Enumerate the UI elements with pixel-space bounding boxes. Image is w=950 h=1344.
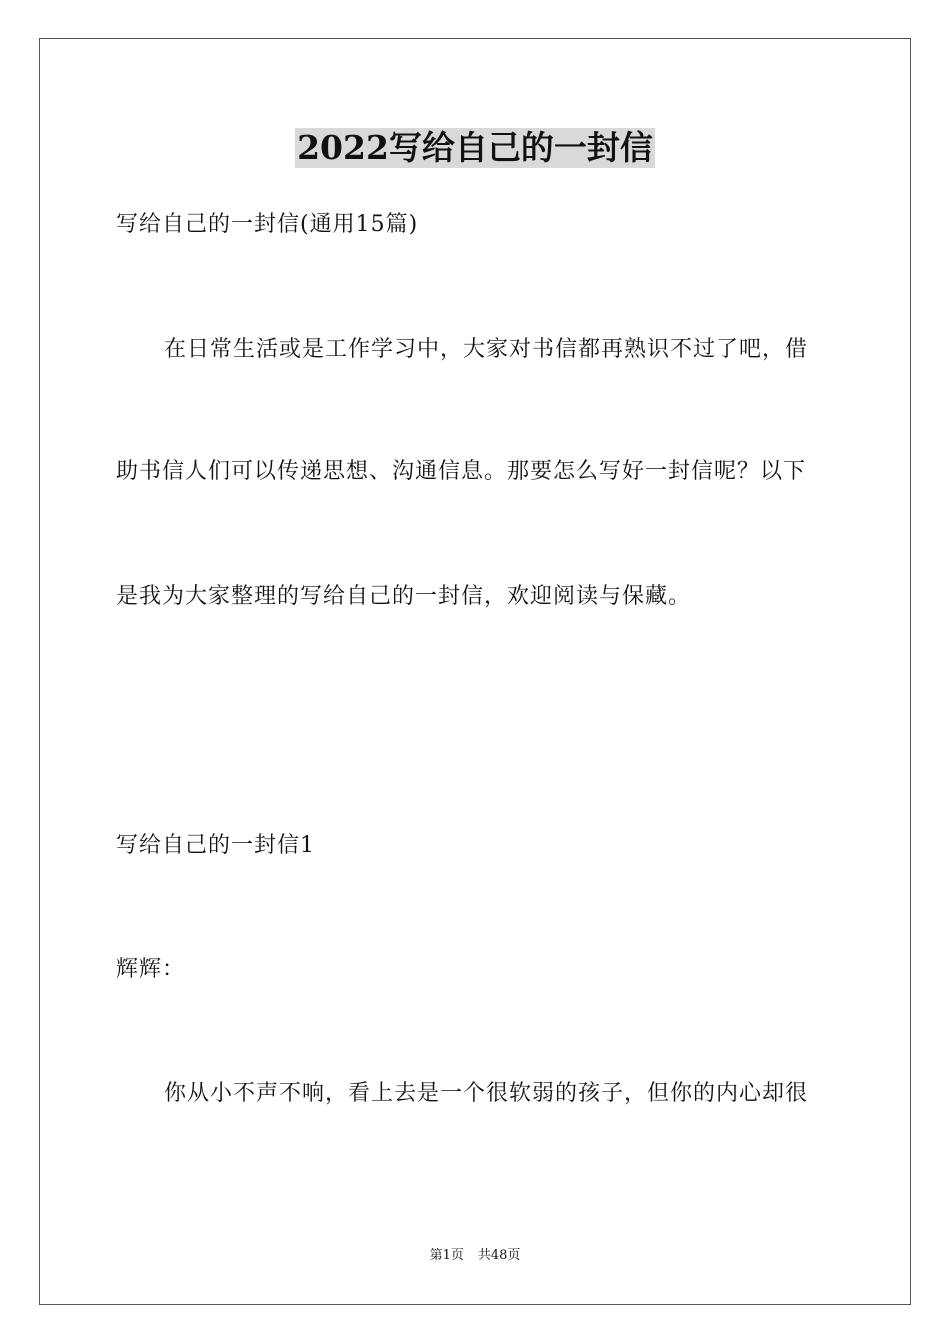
document-title: 2022写给自己的一封信 bbox=[297, 128, 653, 167]
body-paragraph-line: 你从小不声不响，看上去是一个很软弱的孩子，但你的内心却很 bbox=[164, 1081, 809, 1106]
document-subtitle: 写给自己的一封信(通用15篇) bbox=[116, 212, 419, 237]
section-heading: 写给自己的一封信1 bbox=[116, 833, 315, 858]
page-footer bbox=[0, 1247, 950, 1265]
letter-salutation: 辉辉： bbox=[116, 957, 186, 982]
title-container bbox=[0, 128, 950, 168]
page-number: 第1页 bbox=[429, 1248, 464, 1263]
intro-paragraph-line: 是我为大家整理的写给自己的一封信，欢迎阅读与保藏。 bbox=[116, 584, 692, 609]
intro-paragraph-line: 在日常生活或是工作学习中，大家对书信都再熟识不过了吧，借 bbox=[164, 337, 809, 362]
page-total: 共48页 bbox=[477, 1248, 521, 1263]
intro-paragraph-line: 助书信人们可以传递思想、沟通信息。那要怎么写好一封信呢？以下 bbox=[116, 459, 807, 484]
